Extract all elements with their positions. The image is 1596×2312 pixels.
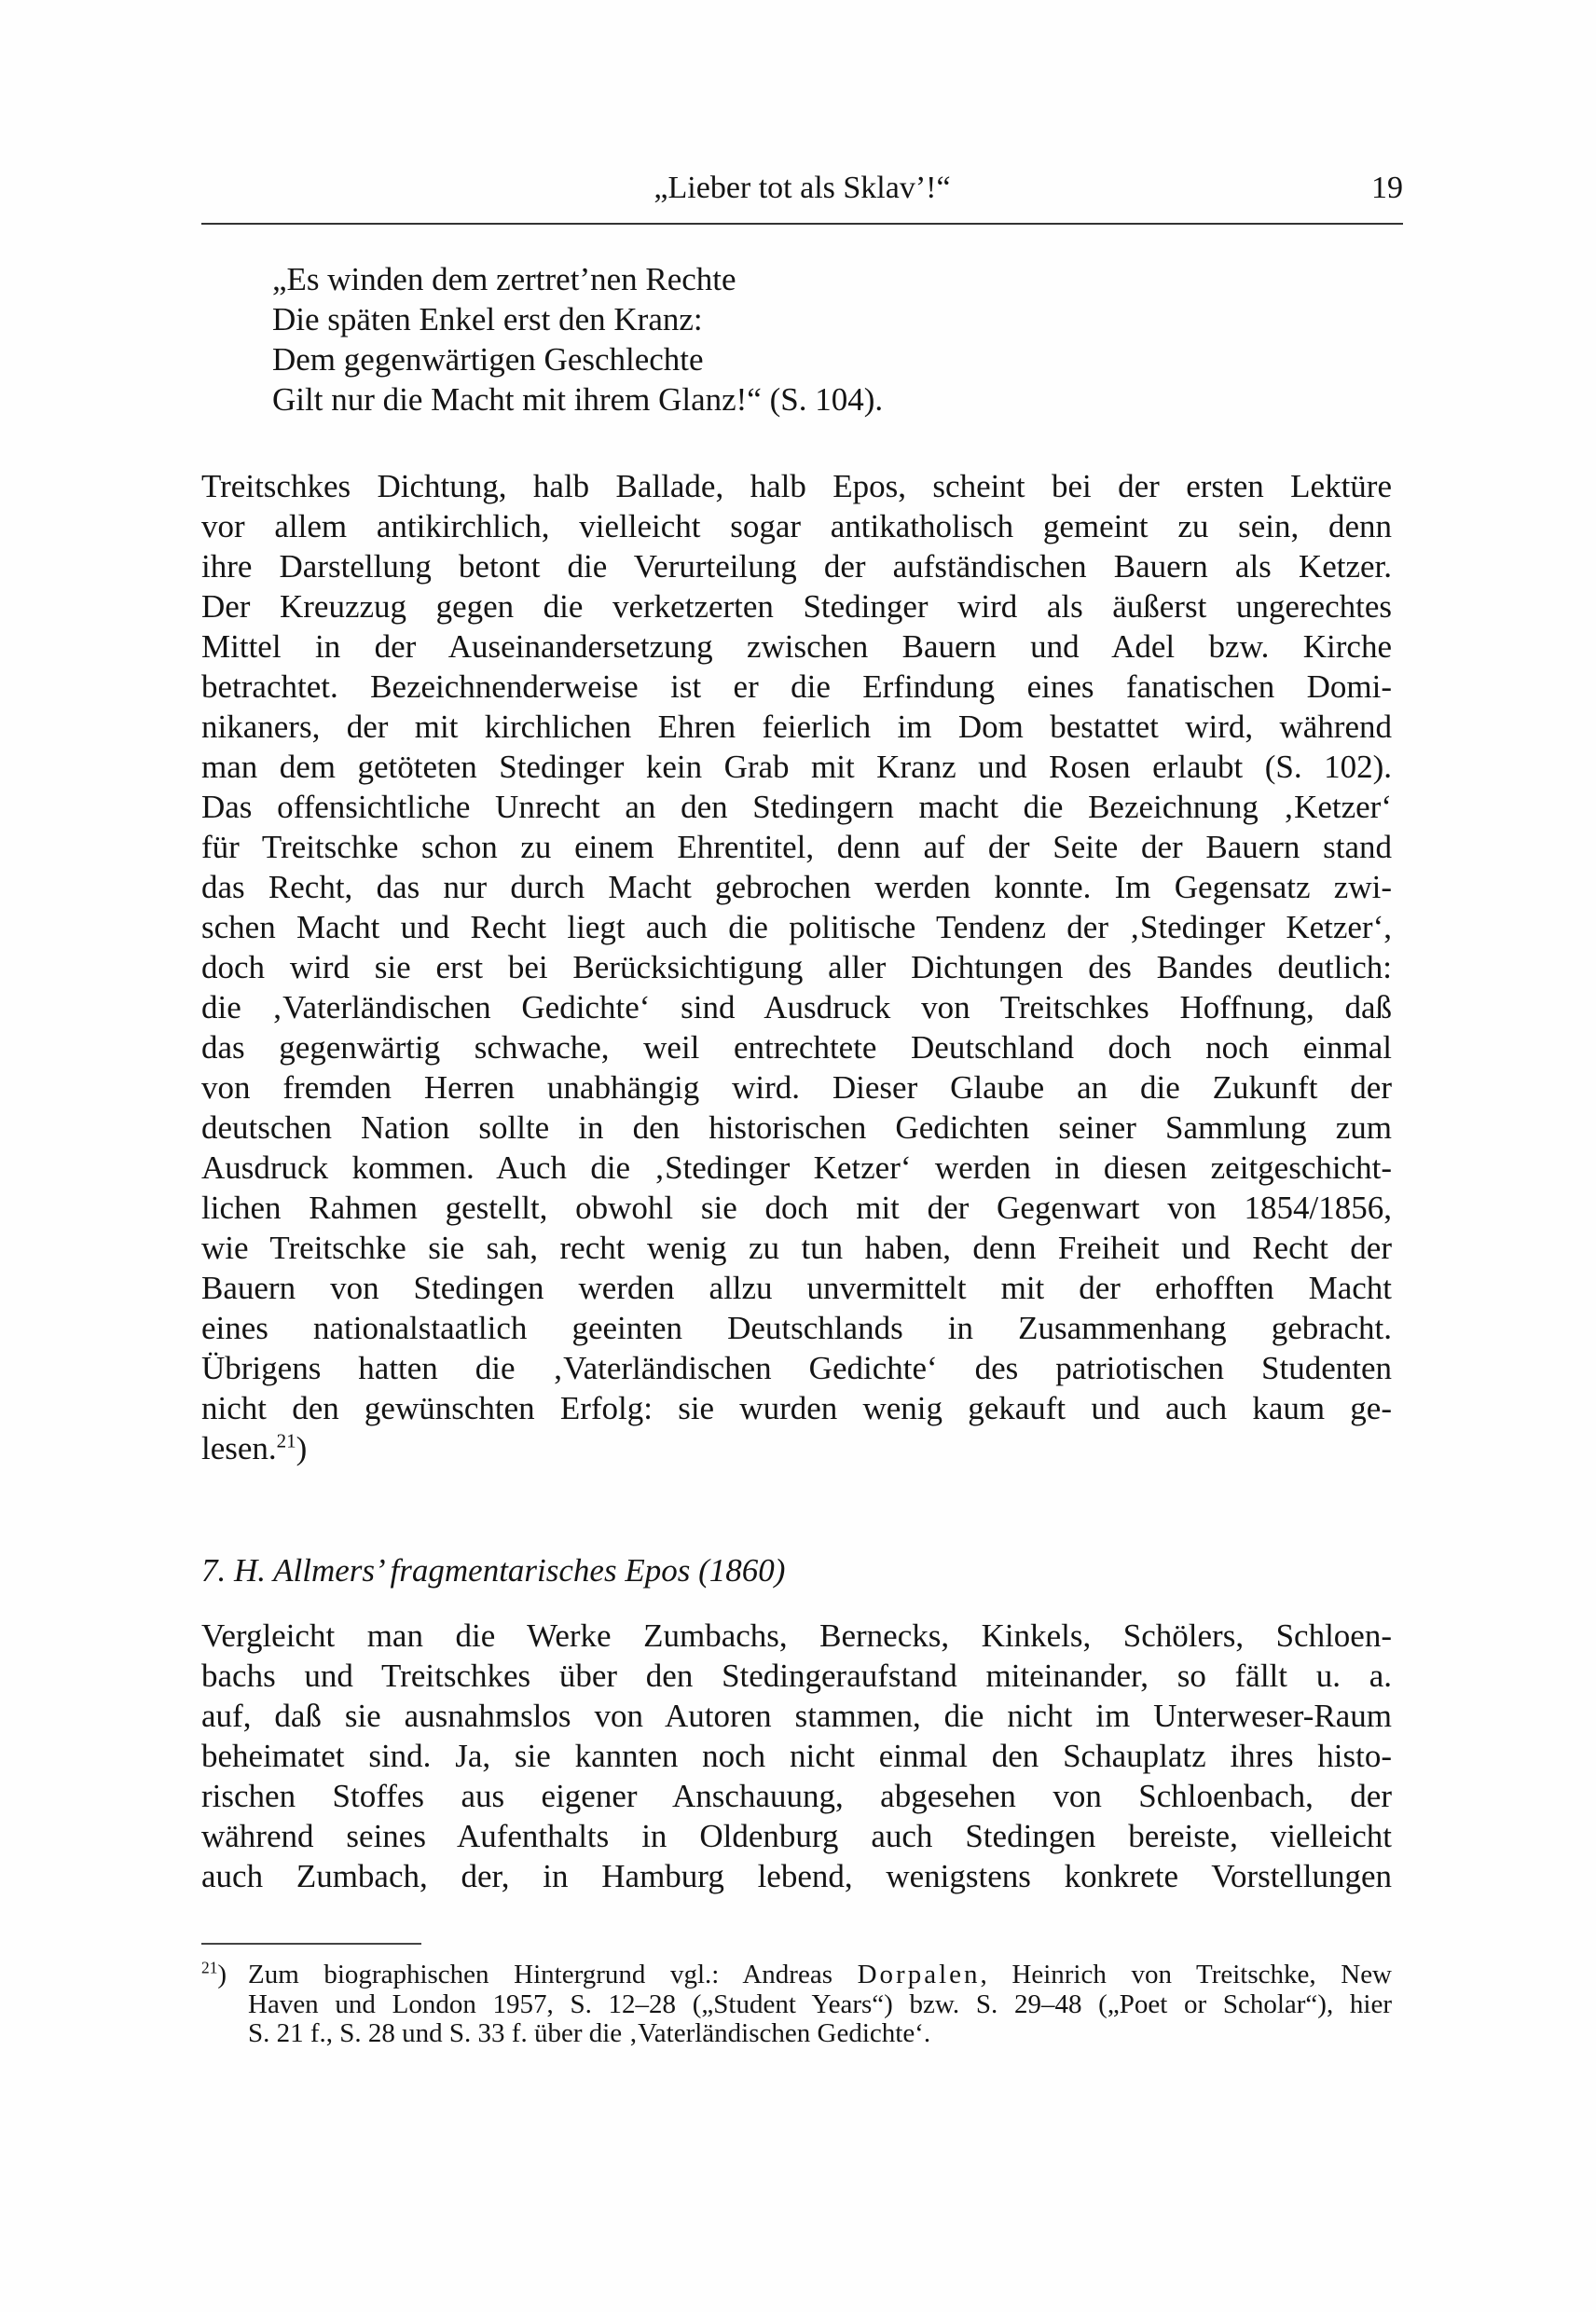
- text-line: nicht den gewünschten Erfolg: sie wurden wenig gekauft und auch kaum ge-: [201, 1390, 1392, 1426]
- text-line: Ausdruck kommen. Auch die ‚Stedinger Ketzer‘ werden in diesen zeitgeschicht-: [201, 1149, 1392, 1186]
- text-line: Das offensichtliche Unrecht an den Stedingern macht die Bezeichnung ‚Ketzer‘: [201, 789, 1392, 825]
- text-line: auch Zumbach, der, in Hamburg lebend, wenigstens konkrete Vorstellungen: [201, 1858, 1392, 1894]
- text-line: während seines Aufenthalts in Oldenburg auch Stedingen bereiste, vielleicht: [201, 1818, 1392, 1854]
- text-line: „Es winden dem zertret’nen Rechte: [272, 261, 736, 297]
- text-line: schen Macht und Recht liegt auch die politische Tendenz der ‚Stedinger Ketzer‘,: [201, 909, 1392, 945]
- line-text: lesen.: [201, 1430, 277, 1466]
- footnote-author: Dorpalen: [857, 1960, 981, 1989]
- text-line: das gegenwärtig schwache, weil entrechtete Deutschland doch noch einmal: [201, 1029, 1392, 1066]
- text-line: wie Treitschke sie sah, recht wenig zu tun haben, denn Freiheit und Recht der: [201, 1230, 1392, 1266]
- text-line: Die späten Enkel erst den Kranz:: [272, 301, 703, 337]
- verse-quote: [272, 259, 883, 420]
- text-line: für Treitschke schon zu einem Ehrentitel, denn auf der Seite der Bauern stand: [201, 829, 1392, 865]
- footnote-21: [201, 1958, 1393, 2049]
- text-line: Übrigens hatten die ‚Vaterländischen Gedichte‘ des patriotischen Studenten: [201, 1350, 1392, 1386]
- footnote-text: Zum biographischen Hintergrund vgl.: Andreas: [248, 1960, 858, 1989]
- text-line: das Recht, das nur durch Macht gebrochen werden konnte. Im Gegensatz zwi-: [201, 869, 1392, 905]
- text-line: Mittel in der Auseinandersetzung zwischen Bauern und Adel bzw. Kirche: [201, 628, 1392, 665]
- text-line: eines nationalstaatlich geeinten Deutschlands in Zusammenhang gebracht.: [201, 1310, 1392, 1346]
- text-line: deutschen Nation sollte in den historischen Gedichten seiner Sammlung zum: [201, 1109, 1392, 1146]
- running-head: [201, 168, 1403, 209]
- text-line: doch wird sie erst bei Berücksichtigung aller Dichtungen des Bandes deutlich:: [201, 949, 1392, 985]
- text-line: Treitschkes Dichtung, halb Ballade, halb Epos, scheint bei der ersten Lektüre: [201, 468, 1392, 504]
- text-line: [201, 1428, 1392, 1468]
- footnote-number: 21: [201, 1958, 218, 1977]
- text-line: Gilt nur die Macht mit ihrem Glanz!“ (S. 104).: [272, 381, 884, 418]
- text-line: beheimatet sind. Ja, sie kannten noch nicht einmal den Schauplatz ihres histo-: [201, 1738, 1392, 1774]
- footnote-line: S. 21 f., S. 28 und S. 33 f. über die ‚Vaterländischen Gedichte‘.: [248, 2018, 931, 2048]
- text-line: vor allem antikirchlich, vielleicht sogar antikatholisch gemeint zu sein, denn: [201, 508, 1392, 544]
- footnote-rule: [201, 1943, 421, 1945]
- section-heading: 7. H. Allmers’ fragmentarisches Epos (1860): [201, 1552, 786, 1589]
- page-number: 19: [1371, 171, 1403, 205]
- text-line: Dem gegenwärtigen Geschlechte: [272, 341, 704, 378]
- footnote-reference[interactable]: 21: [276, 1429, 296, 1452]
- footnote-mark: [201, 1958, 227, 1990]
- line-text: ): [296, 1430, 308, 1466]
- text-line: nikaners, der mit kirchlichen Ehren feierlich im Dom bestattet wird, während: [201, 709, 1392, 745]
- text-line: von fremden Herren unabhängig wird. Dieser Glaube an die Zukunft der: [201, 1069, 1392, 1106]
- footnote-line: Haven und London 1957, S. 12–28 („Student Years“) bzw. S. 29–48 („Poet or Scholar“), hier: [248, 1989, 1392, 2019]
- text-line: ihre Darstellung betont die Verurteilung der aufständischen Bauern als Ketzer.: [201, 548, 1392, 585]
- text-line: Vergleicht man die Werke Zumbachs, Bernecks, Kinkels, Schölers, Schloen-: [201, 1617, 1392, 1654]
- text-line: bachs und Treitschkes über den Stedingeraufstand miteinander, so fällt u. a.: [201, 1658, 1392, 1694]
- text-line: Der Kreuzzug gegen die verketzerten Stedinger wird als äußerst ungerechtes: [201, 588, 1392, 625]
- running-title: „Lieber tot als Sklav’!“: [654, 171, 951, 205]
- text-line: Bauern von Stedingen werden allzu unvermittelt mit der erhofften Macht: [201, 1270, 1392, 1306]
- header-rule: [201, 223, 1403, 225]
- paragraph-2: [201, 1616, 1392, 1896]
- text-line: betrachtet. Bezeichnenderweise ist er die Erfindung eines fanatischen Domi-: [201, 668, 1392, 705]
- text-line: rischen Stoffes aus eigener Anschauung, abgesehen von Schloenbach, der: [201, 1778, 1392, 1814]
- text-line: auf, daß sie ausnahmslos von Autoren stammen, die nicht im Unterweser-Raum: [201, 1698, 1392, 1734]
- footnote-text: , Heinrich von Treitschke, New: [980, 1960, 1393, 1989]
- text-line: man dem getöteten Stedinger kein Grab mit Kranz und Rosen erlaubt (S. 102).: [201, 749, 1392, 785]
- text-line: lichen Rahmen gestellt, obwohl sie doch mit der Gegenwart von 1854/1856,: [201, 1190, 1392, 1226]
- text-line: die ‚Vaterländischen Gedichte‘ sind Ausdruck von Treitschkes Hoffnung, daß: [201, 989, 1392, 1025]
- footnote-line: [201, 1961, 1392, 1990]
- paragraph-1: [201, 466, 1392, 1468]
- footnote-paren: ): [217, 1960, 227, 1989]
